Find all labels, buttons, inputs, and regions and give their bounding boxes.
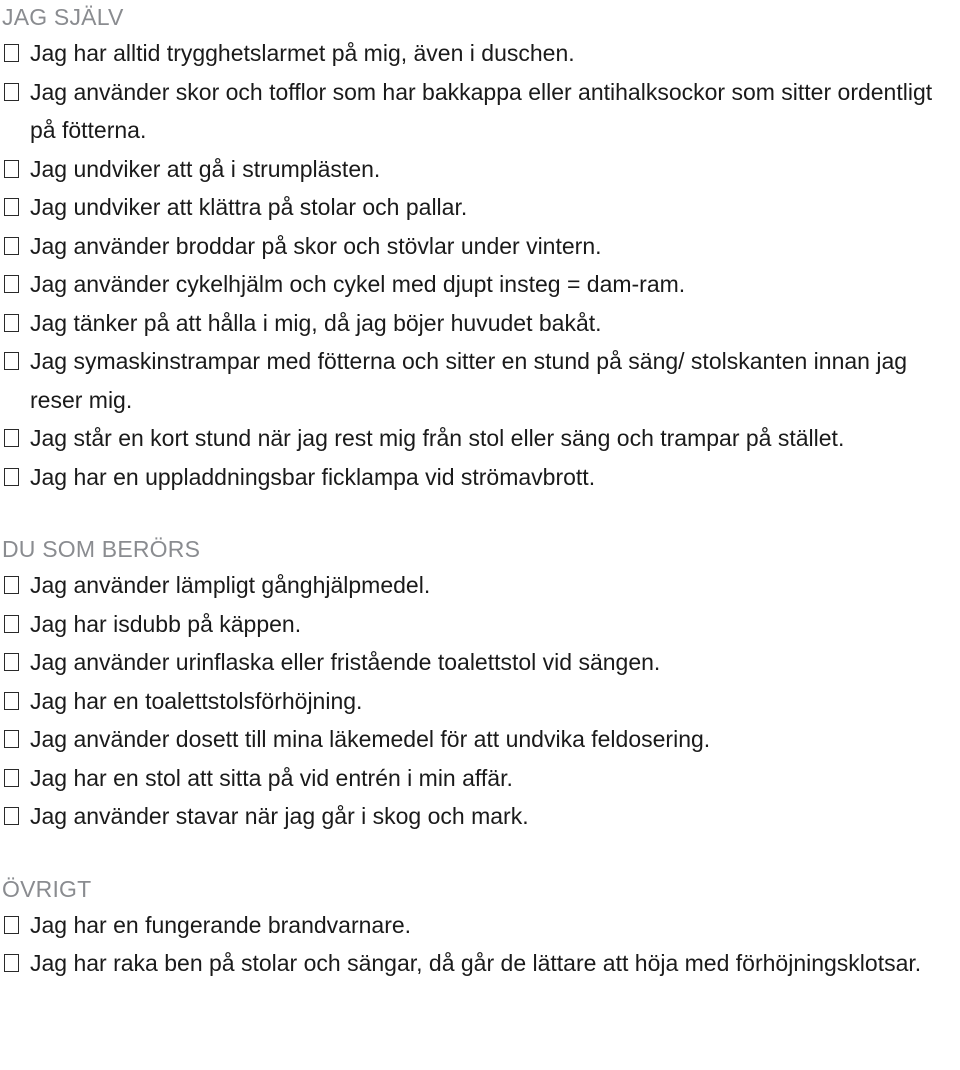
checklist-item[interactable]	[2, 566, 960, 605]
checkbox-icon[interactable]	[4, 352, 19, 370]
checklist-item-text: Jag använder skor och tofflor som har bakkappa eller antihalksockor som sitter ordentligt på fötterna.	[30, 78, 933, 143]
checklist-item-text: Jag använder urinflaska eller fristående toalettstol vid sängen.	[30, 649, 661, 675]
checkbox-icon[interactable]	[4, 275, 19, 293]
checkbox-icon[interactable]	[4, 468, 19, 486]
checklist-item[interactable]	[2, 34, 960, 73]
checklist-item[interactable]	[2, 188, 960, 227]
checklist-item[interactable]	[2, 682, 960, 721]
checkbox-icon[interactable]	[4, 769, 19, 787]
checkbox-icon[interactable]	[4, 160, 19, 178]
checklist-item-text: Jag har isdubb på käppen.	[30, 610, 302, 637]
checklist-item-text: Jag undviker att gå i strumplästen.	[30, 155, 381, 182]
checkbox-icon[interactable]	[4, 653, 19, 671]
checkbox-icon[interactable]	[4, 916, 19, 934]
checklist-item[interactable]	[2, 759, 960, 798]
checklist-item-text: Jag använder lämpligt gånghjälpmedel.	[30, 572, 431, 598]
checklist-item-text: Jag tänker på att hålla i mig, då jag böjer huvudet bakåt.	[30, 309, 602, 336]
checklist-item[interactable]	[2, 605, 960, 644]
checklist-item[interactable]	[2, 458, 960, 497]
checkbox-icon[interactable]	[4, 198, 19, 216]
checklist-item-text: Jag symaskinstrampar med fötterna och sitter en stund på säng/ stolskanten innan jag reser mig.	[30, 348, 908, 413]
checklist-item-text: Jag har alltid trygghetslarmet på mig, även i duschen.	[30, 40, 575, 66]
checklist-item-text: Jag använder dosett till mina läkemedel för att undvika feldosering.	[30, 726, 711, 752]
checklist-item[interactable]	[2, 643, 960, 682]
checklist	[2, 906, 960, 983]
checkbox-icon[interactable]	[4, 44, 19, 62]
checklist-item[interactable]	[2, 720, 960, 759]
section-title: DU SOM BERÖRS	[2, 536, 201, 562]
checklist-item-text: Jag står en kort stund när jag rest mig från stol eller säng och trampar på stället.	[30, 425, 845, 451]
checkbox-icon[interactable]	[4, 954, 19, 972]
checklist-item-text: Jag har en uppladdningsbar ficklampa vid strömavbrott.	[30, 463, 596, 490]
checkbox-icon[interactable]	[4, 314, 19, 332]
checklist-item-text: Jag använder cykelhjälm och cykel med djupt insteg = dam-ram.	[30, 271, 686, 297]
checklist-item[interactable]	[2, 227, 960, 266]
checklist-item[interactable]	[2, 906, 960, 945]
section-du-som-berors	[2, 532, 960, 836]
section-title: JAG SJÄLV	[2, 4, 124, 30]
checklist	[2, 34, 960, 496]
checkbox-icon[interactable]	[4, 576, 19, 594]
checkbox-icon[interactable]	[4, 83, 19, 101]
checklist-item-text: Jag har en stol att sitta på vid entrén i min affär.	[30, 764, 513, 791]
checkbox-icon[interactable]	[4, 807, 19, 825]
section-title: ÖVRIGT	[2, 875, 92, 902]
checklist-item-text: Jag har raka ben på stolar och sängar, då går de lättare att höja med förhöjningsklotsar.	[30, 950, 922, 976]
checklist-item-text: Jag undviker att klättra på stolar och pallar.	[30, 194, 468, 220]
checklist-item[interactable]	[2, 265, 960, 304]
checklist-item[interactable]	[2, 342, 960, 419]
checkbox-icon[interactable]	[4, 730, 19, 748]
checklist-item[interactable]	[2, 944, 960, 983]
checklist-item-text: Jag använder stavar när jag går i skog och mark.	[30, 803, 529, 829]
checklist-item[interactable]	[2, 419, 960, 458]
checklist-item[interactable]	[2, 73, 960, 150]
checklist-item-text: Jag har en fungerande brandvarnare.	[30, 911, 412, 938]
checklist-item-text: Jag använder broddar på skor och stövlar under vintern.	[30, 232, 602, 259]
checkbox-icon[interactable]	[4, 429, 19, 447]
section-ovrigt	[2, 872, 960, 983]
checklist-item-text: Jag har en toalettstolsförhöjning.	[30, 687, 363, 714]
checklist	[2, 566, 960, 836]
checkbox-icon[interactable]	[4, 615, 19, 633]
checkbox-icon[interactable]	[4, 692, 19, 710]
checklist-item[interactable]	[2, 797, 960, 836]
checklist-item[interactable]	[2, 304, 960, 343]
checklist-item[interactable]	[2, 150, 960, 189]
section-jag-sjalv	[2, 0, 960, 496]
checkbox-icon[interactable]	[4, 237, 19, 255]
